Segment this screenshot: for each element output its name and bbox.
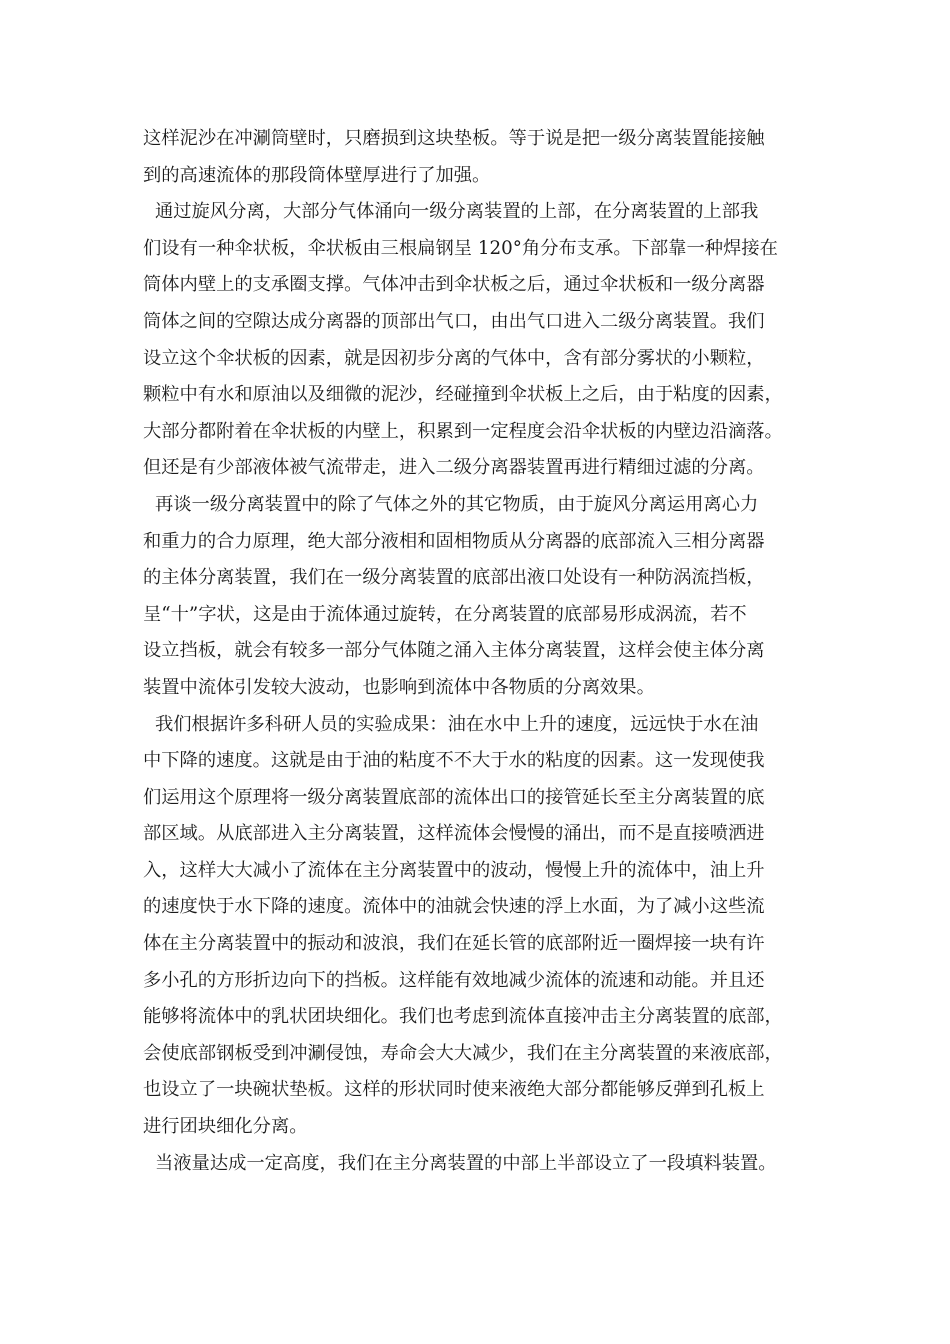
text-line: 们运用这个原理将一级分离装置底部的流体出口的接管延长至主分离装置的底 (143, 786, 765, 808)
text-line: 颗粒中有水和原油以及细微的泥沙，经碰撞到伞状板上之后，由于粘度的因素， (143, 384, 783, 406)
text-line: 体在主分离装置中的振动和波浪，我们在延长管的底部附近一圈焊接一块有许 (143, 933, 765, 955)
text-line: 筒体内壁上的支承圈支撑。气体冲击到伞状板之后，通过伞状板和一级分离器 (143, 274, 765, 296)
document-body (143, 121, 833, 1182)
text-line: 能够将流体中的乳状团块细化。我们也考虑到流体直接冲击主分离装置的底部， (143, 1006, 783, 1028)
text-line: 会使底部钢板受到冲涮侵蚀，寿命会大大减少，我们在主分离装置的来液底部， (143, 1042, 783, 1064)
text-line: 的速度快于水下降的速度。流体中的油就会快速的浮上水面，为了减小这些流 (143, 896, 765, 918)
text-line: 进行团块细化分离。 (143, 1116, 308, 1138)
paragraph-first-line: 再谈一级分离装置中的除了气体之外的其它物质，由于旋风分离运用离心力 (155, 493, 759, 515)
text-line: 这样泥沙在冲涮筒壁时，只磨损到这块垫板。等于说是把一级分离装置能接触 (143, 128, 765, 149)
text-line: 们设有一种伞状板，伞状板由三根扁钢呈 120°角分布支承。下部靠一种焊接在 (143, 237, 778, 259)
paragraph-first-line: 当液量达成一定高度，我们在主分离装置的中部上半部设立了一段填料装置。 (155, 1152, 777, 1174)
text-line: 的主体分离装置，我们在一级分离装置的底部出液口处设有一种防涡流挡板， (143, 567, 765, 589)
text-line: 部区域。从底部进入主分离装置，这样流体会慢慢的涌出，而不是直接喷洒进 (143, 823, 765, 845)
text-line: 筒体之间的空隙达成分离器的顶部出气口，由出气口进入二级分离装置。我们 (143, 310, 765, 332)
text-line: 多小孔的方形折边向下的挡板。这样能有效地减少流体的流速和动能。并且还 (143, 969, 765, 991)
text-line: 装置中流体引发较大波动，也影响到流体中各物质的分离效果。 (143, 676, 655, 698)
text-line: 但还是有少部液体被气流带走，进入二级分离器装置再进行精细过滤的分离。 (143, 457, 765, 479)
text-line: 和重力的合力原理，绝大部分液相和固相物质从分离器的底部流入三相分离器 (143, 530, 765, 552)
paragraph-first-line: 我们根据许多科研人员的实验成果：油在水中上升的速度，远远快于水在油 (155, 713, 759, 735)
text-line: 也设立了一块碗状垫板。这样的形状同时使来液绝大部分都能够反弹到孔板上 (143, 1079, 765, 1101)
text-line: 到的高速流体的那段筒体壁厚进行了加强。 (143, 164, 491, 186)
text-line: 中下降的速度。这就是由于油的粘度不不大于水的粘度的因素。这一发现使我 (143, 750, 765, 772)
text-line: 大部分都附着在伞状板的内壁上，积累到一定程度会沿伞状板的内壁边沿滴落。 (143, 420, 783, 442)
paragraph-first-line: 通过旋风分离，大部分气体涌向一级分离装置的上部，在分离装置的上部我 (155, 201, 759, 223)
text-line: 设立挡板，就会有较多一部分气体随之涌入主体分离装置，这样会使主体分离 (143, 640, 765, 662)
text-line: 设立这个伞状板的因素，就是因初步分离的气体中，含有部分雾状的小颗粒， (143, 347, 765, 369)
text-line: 呈“十”字状，这是由于流体通过旋转，在分离装置的底部易形成涡流，若不 (143, 603, 747, 625)
text-line: 入，这样大大减小了流体在主分离装置中的波动，慢慢上升的流体中，油上升 (143, 859, 765, 881)
